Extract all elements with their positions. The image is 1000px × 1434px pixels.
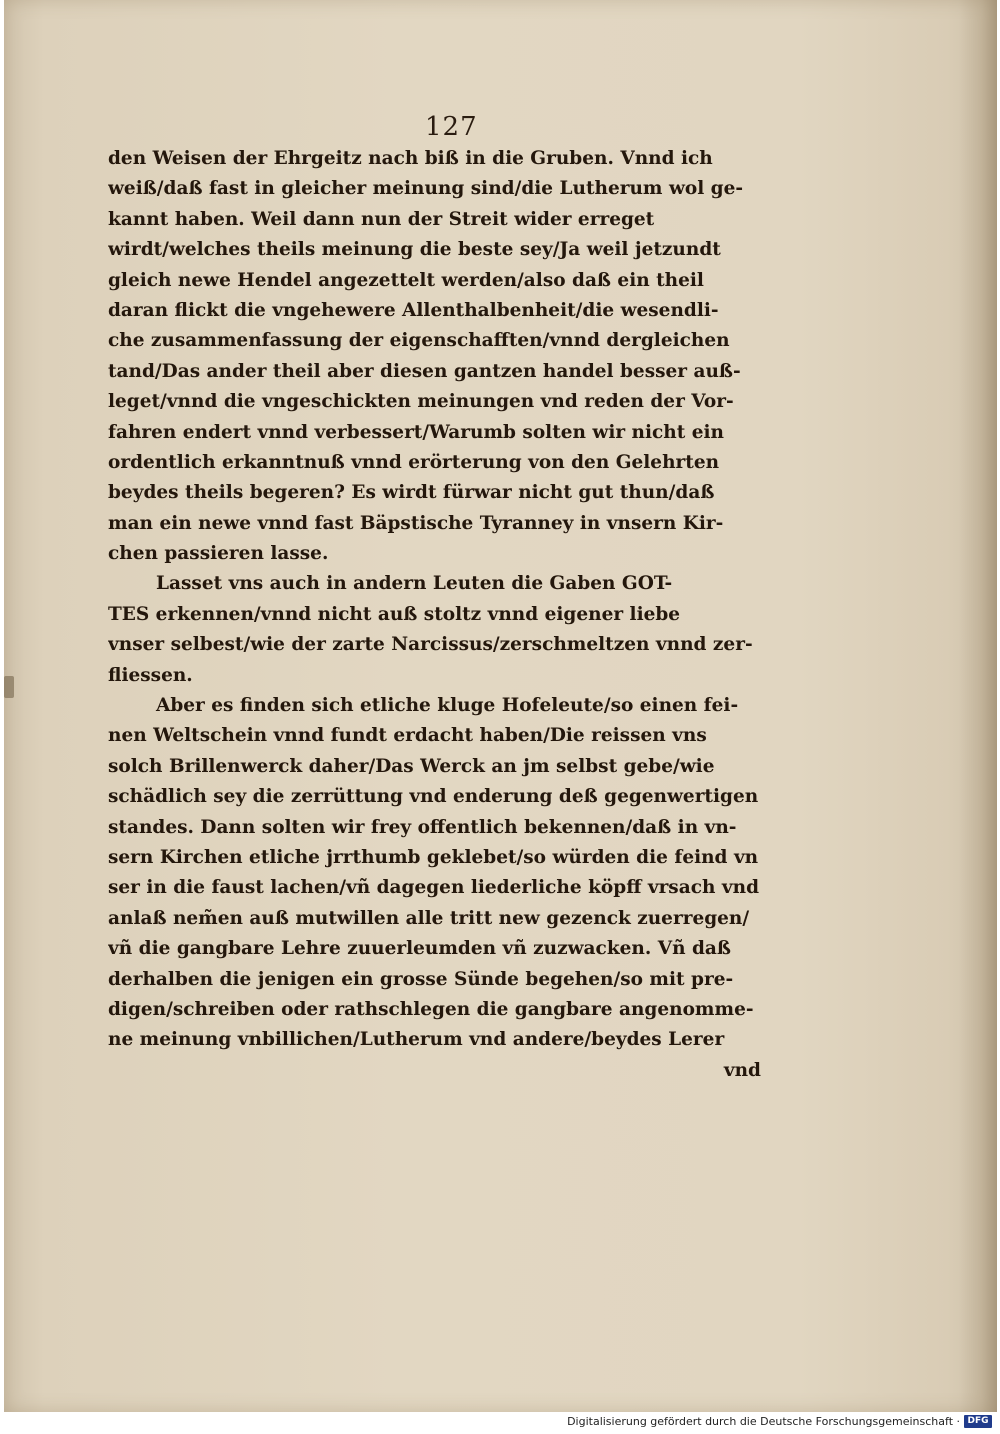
text-line: chen passieren lasse. [108,543,329,565]
text-line: derhalben die jenigen ein grosse Sünde begehen/so mit pre- [108,968,734,990]
text-line: fahren endert vnnd verbessert/Warumb solten wir nicht ein [108,421,724,443]
paragraph-start-line: Aber es finden sich etliche kluge Hofeleute/so einen fei- [156,695,739,717]
text-line: beydes theils begeren? Es wirdt fürwar nicht gut thun/daß [108,482,715,504]
text-line: fliessen. [108,664,193,686]
text-line: ordentlich erkanntnuß vnnd erörterung von den Gelehrten [108,451,720,473]
text-line: leget/vnnd die vngeschickten meinungen vnd reden der Vor- [108,391,734,413]
text-line: sern Kirchen etliche jrrthumb geklebet/so würden die feind vn [108,846,759,868]
text-line: weiß/daß fast in gleicher meinung sind/die Lutherum wol ge- [108,178,744,200]
dfg-logo-icon: DFG [964,1415,992,1428]
text-line: TES erkennen/vnnd nicht auß stoltz vnnd eigener liebe [108,603,681,625]
paragraph-start-line: Lasset vns auch in andern Leuten die Gaben GOT- [156,573,673,595]
text-line: gleich newe Hendel angezettelt werden/also daß ein theil [108,269,704,291]
body-text [108,144,763,1086]
text-line: che zusammenfassung der eigenschafften/vnnd dergleichen [108,330,730,352]
digitization-credit: Digitalisierung gefördert durch die Deutsche Forschungsgemeinschaft · [567,1415,960,1428]
text-line: schädlich sey die zerrüttung vnd enderung deß gegenwertigen [108,786,759,808]
text-line: digen/schreiben oder rathschlegen die gangbare angenomme- [108,998,754,1020]
text-line: solch Brillenwerck daher/Das Werck an jm selbst gebe/wie [108,755,715,777]
text-line: anlaß nem̃en auß mutwillen alle tritt new gezenck zuerregen/ [108,907,750,929]
page-number: 127 [425,112,478,142]
page-edge-mark [4,676,14,698]
text-line: wirdt/welches theils meinung die beste sey/Ja weil jetzundt [108,239,721,261]
text-line: tand/Das ander theil aber diesen gantzen handel besser auß- [108,360,741,382]
text-line: vnser selbest/wie der zarte Narcissus/zerschmeltzen vnnd zer- [108,634,753,656]
text-line: man ein newe vnnd fast Bäpstische Tyranney in vnsern Kir- [108,512,724,534]
text-line: ser in die faust lachen/vñ dagegen liederliche köpff vrsach vnd [108,877,760,899]
text-line: daran flickt die vngehewere Allenthalbenheit/die wesendli- [108,299,719,321]
text-line: nen Weltschein vnnd fundt erdacht haben/Die reissen vns [108,725,707,747]
text-line: den Weisen der Ehrgeitz nach biß in die Gruben. Vnnd ich [108,148,713,169]
catchword: vnd [723,1059,761,1081]
text-line: ne meinung vnbillichen/Lutherum vnd andere/beydes Lerer [108,1029,725,1051]
text-line: standes. Dann solten wir frey offentlich bekennen/daß in vn- [108,816,737,838]
text-line: kannt haben. Weil dann nun der Streit wider erreget [108,208,655,230]
text-line: vñ die gangbare Lehre zuuerleumden vñ zuzwacken. Vñ daß [108,938,731,960]
